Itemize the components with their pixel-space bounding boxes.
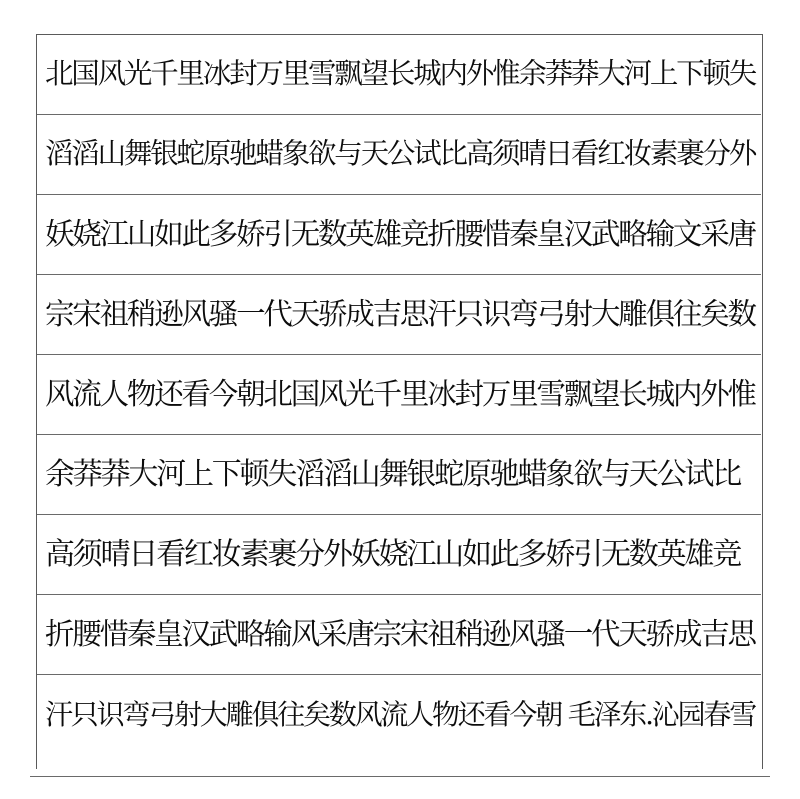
- text-line-1: [37, 35, 761, 115]
- text-line-4: [37, 275, 761, 355]
- bottom-rule-divider: [30, 776, 770, 777]
- line-text: 高须晴日看红妆素裹分外妖娆江山如此多娇引无数英雄竞: [45, 536, 740, 572]
- text-line-2: [37, 115, 761, 195]
- line-text: 宗宋祖稍逊风骚一代天骄成吉思汗只识弯弓射大雕俱往矣数: [45, 296, 755, 331]
- text-line-8: [37, 595, 761, 675]
- text-line-3: [37, 195, 761, 275]
- text-line-6: [37, 435, 761, 515]
- text-line-5: [37, 355, 761, 435]
- line-text: 妖娆江山如此多娇引无数英雄竞折腰惜秦皇汉武略输文采唐: [45, 216, 755, 251]
- ruled-paper-sheet: [36, 34, 763, 769]
- line-text: 北国风光千里冰封万里雪飘望长城内外惟余莽莽大河上下顿失: [45, 57, 756, 91]
- line-text: 滔滔山舞银蛇原驰蜡象欲与天公试比高须晴日看红妆素裹分外: [45, 137, 756, 171]
- text-line-7: [37, 515, 761, 595]
- line-text: 余莽莽大河上下顿失滔滔山舞银蛇原驰蜡象欲与天公试比: [45, 456, 740, 492]
- text-line-9: [37, 675, 761, 755]
- line-text: 风流人物还看今朝北国风光千里冰封万里雪飘望长城内外惟: [45, 376, 755, 411]
- line-text: 汗只识弯弓射大雕俱往矣数风流人物还看今朝 毛泽东.沁园春雪: [45, 698, 756, 731]
- line-text: 折腰惜秦皇汉武略输风采唐宗宋祖稍逊风骚一代天骄成吉思: [45, 616, 755, 651]
